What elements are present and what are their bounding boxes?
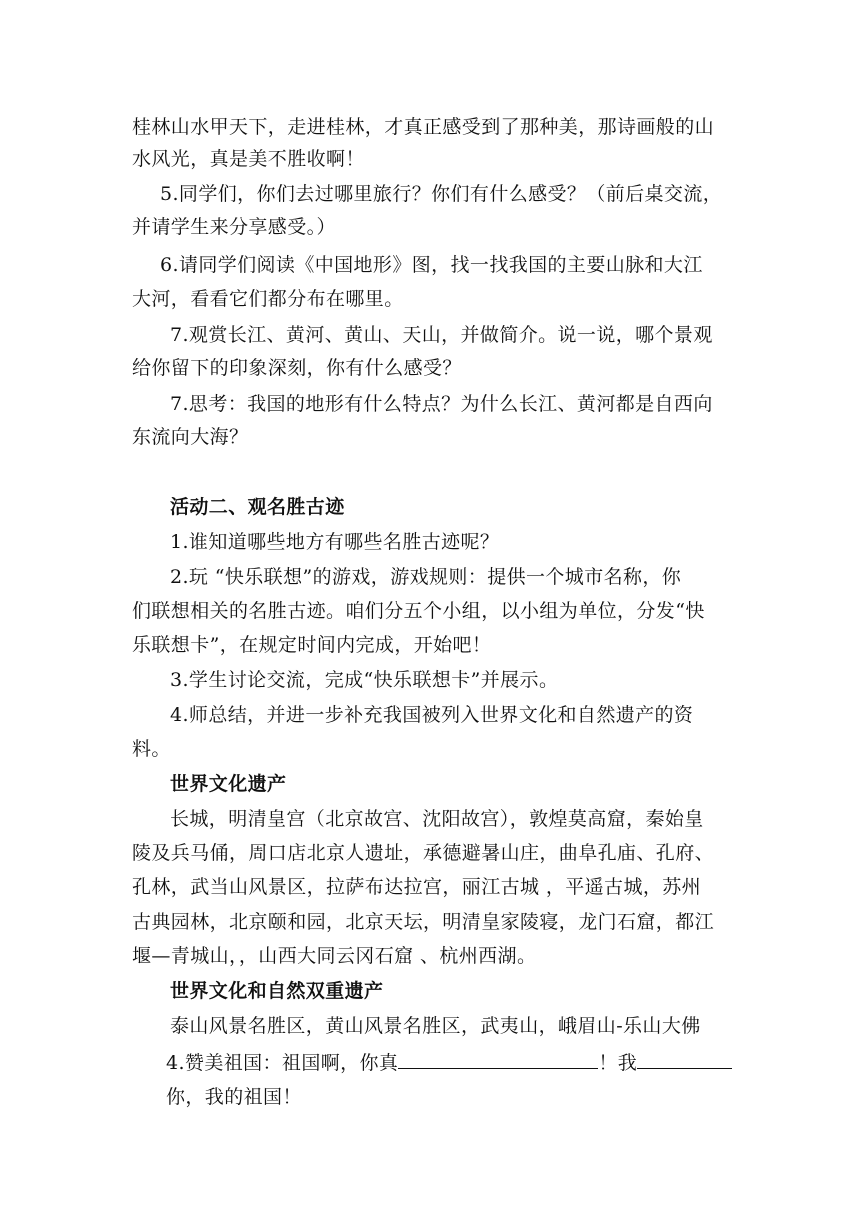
paragraph-line: 给你留下的印象深刻，你有什么感受？ (132, 357, 462, 379)
paragraph-line: 3.学生讨论交流，完成“快乐联想卡”并展示。 (170, 669, 559, 691)
paragraph-line: 乐联想卡”，在规定时间内完成，开始吧！ (132, 634, 492, 656)
paragraph-line: 孔林，武当山风景区，拉萨布达拉宫，丽江古城 ，平遥古城，苏州 (132, 876, 702, 898)
praise-middle: ！我 (598, 1052, 638, 1074)
paragraph-line: 泰山风景名胜区，黄山风景名胜区，武夷山，峨眉山-乐山大佛 (170, 1015, 701, 1037)
subsection-heading: 世界文化和自然双重遗产 (170, 980, 384, 1002)
paragraph-line: 桂林山水甲天下，走进桂林，才真正感受到了那种美，那诗画般的山 (132, 116, 715, 138)
paragraph-line: 堰—青城山，，山西大同云冈石窟 、杭州西湖。 (132, 945, 537, 967)
paragraph-line: 2.玩 “快乐联想”的游戏，游戏规则：提供一个城市名称，你 (170, 566, 682, 588)
paragraph-line: 7.观赏长江、黄河、黄山、天山，并做简介。说一说，哪个景观 (170, 324, 713, 346)
paragraph-line: 6.请同学们阅读《中国地形》图，找一找我国的主要山脉和大江 (160, 254, 703, 276)
praise-prompt: 4.赞美祖国：祖国啊，你真 (166, 1052, 399, 1074)
paragraph-line: 水风光，真是美不胜收啊！ (132, 148, 365, 170)
paragraph-line: 东流向大海？ (132, 426, 249, 448)
paragraph-line: 4.师总结，并进一步补充我国被列入世界文化和自然遗产的资 (170, 704, 694, 726)
paragraph-line: 料。 (132, 738, 171, 760)
blank-field[interactable] (637, 1049, 732, 1069)
subsection-heading: 世界文化遗产 (170, 773, 287, 795)
paragraph-line: 陵及兵马俑，周口店北京人遗址，承德避暑山庄，曲阜孔庙、孔府、 (132, 842, 715, 864)
paragraph-line: 5.同学们，你们去过哪里旅行？你们有什么感受？（前后桌交流， (160, 183, 723, 205)
paragraph-line: 7.思考：我国的地形有什么特点？为什么长江、黄河都是自西向 (170, 393, 713, 415)
paragraph-line: 长城，明清皇宫（北京故宫、沈阳故宫），敦煌莫高窟，秦始皇 (170, 808, 704, 830)
praise-fill-in-line (166, 1049, 732, 1076)
paragraph-line: 大河，看看它们都分布在哪里。 (132, 288, 404, 310)
section-heading: 活动二、观名胜古迹 (170, 496, 345, 518)
paragraph-line: 1.谁知道哪些地方有哪些名胜古迹呢？ (170, 531, 500, 553)
paragraph-line: 并请学生来分享感受。） (132, 216, 336, 238)
paragraph-line: 们联想相关的名胜古迹。咱们分五个小组，以小组为单位，分发“快 (132, 600, 705, 622)
blank-field[interactable] (398, 1049, 598, 1069)
paragraph-line: 古典园林，北京颐和园，北京天坛，明清皇家陵寝，龙门石窟，都江 (132, 911, 715, 933)
praise-closing-line: 你，我的祖国！ (166, 1086, 302, 1108)
